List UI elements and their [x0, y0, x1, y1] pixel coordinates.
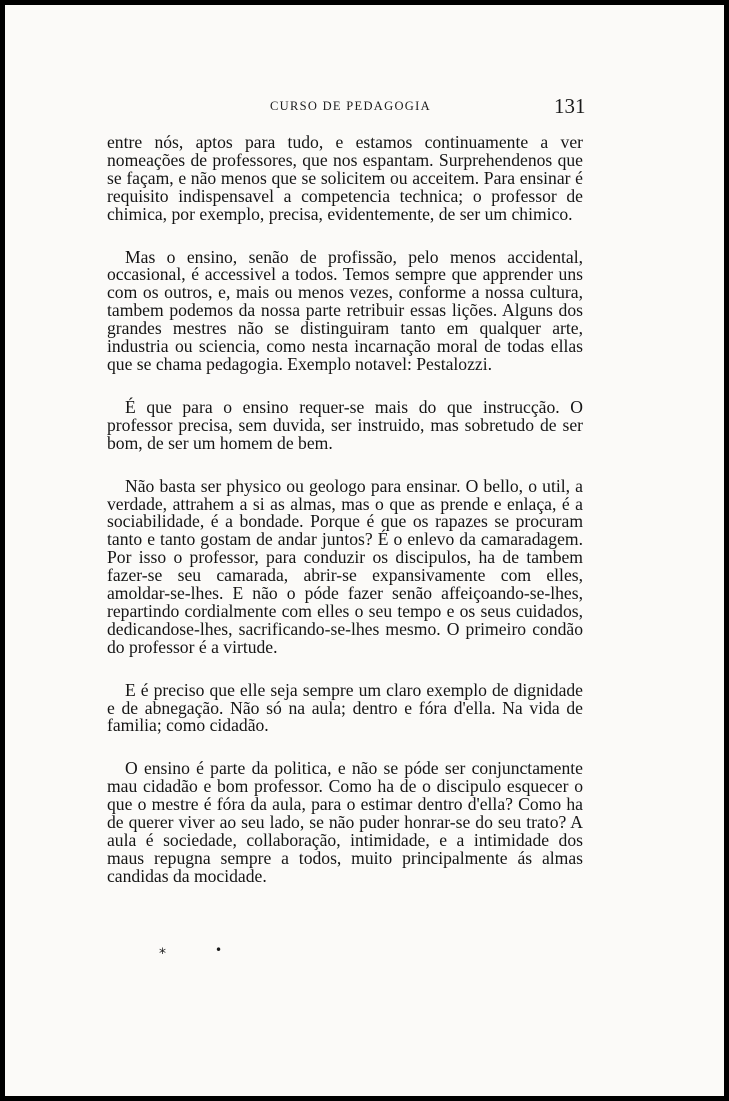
paragraph-3: É que para o ensino requer-se mais do que instrucção. O professor precisa, sem duvida, ser instruido, mas sobretudo de ser bom, de ser um homem de bem. — [107, 396, 583, 453]
paragraph-5: E é preciso que elle seja sempre um claro exemplo de dignidade e de abnegação. Não só na aula; dentro e fóra d'ella. Na vida de familia; como cidadão. — [107, 679, 583, 736]
paragraph-4: Não basta ser physico ou geologo para ensinar. O bello, o util, a verdade, attrahem a si as almas, mas o que as prende e enlaça, é a sociabilidade, é a bondade. Porque é que os rapazes se procuram tanto e tanto gostam de andar juntos? É o enlevo da camaradagem. Por isso o professor, para conduzir os discipulos, ha de tambem fazer-se seu camarada, abrir-se expansivamente com elles, amoldar-se-lhes. E não o póde fazer senão affeiçoando-se-lhes, repartindo cordialmente com elles o seu tempo e os seus cuidados, dedicandose-lhes, sacrificando-se-lhes mesmo. O primeiro condão do professor é a virtude. — [107, 475, 583, 657]
paragraph-1: entre nós, aptos para tudo, e estamos continuamente a ver nomeações de professores, que nos espantam. Surprehendenos que se façam, e não menos que se solicitem ou acceitem. Para ensinar é requisito indispensavel a competencia technica; o professor de chimica, por exemplo, precisa, evidentemente, de ser um chimico. — [107, 132, 583, 224]
paragraph-6: O ensino é parte da politica, e não se póde ser conjunctamente mau cidadão e bom professor. Como ha de o discipulo esquecer o que o mestre é fóra da aula, para o estimar dentro d'ella? Como ha de querer viver ao seu lado, se não puder honrar-se do seu trato? A aula é sociedade, collaboração, intimidade, e a intimidade dos maus repugna sempre a todos, muito principalmente ás almas candidas da mocidade. — [107, 758, 583, 886]
body-text — [107, 134, 583, 911]
asterisk-mark: * — [159, 946, 166, 962]
page-number: 131 — [554, 94, 586, 118]
page-header — [5, 94, 724, 119]
dot-mark: • — [215, 943, 223, 957]
paragraph-2: Mas o ensino, senão de profissão, pelo menos accidental, occasional, é accessivel a todos. Temos sempre que apprender uns com os outros, e, mais ou menos vezes, conforme a nossa cultura, tambem podemos da nossa parte retribuir essas lições. Alguns dos grandes mestres não se distinguiram tanto em qualquer arte, industria ou sciencia, como nesta incarnação moral de todas ellas que se chama pedagogia. Exemplo notavel: Pestalozzi. — [107, 246, 583, 374]
running-head: CURSO DE PEDAGOGIA — [270, 99, 431, 113]
book-page — [5, 5, 724, 1096]
